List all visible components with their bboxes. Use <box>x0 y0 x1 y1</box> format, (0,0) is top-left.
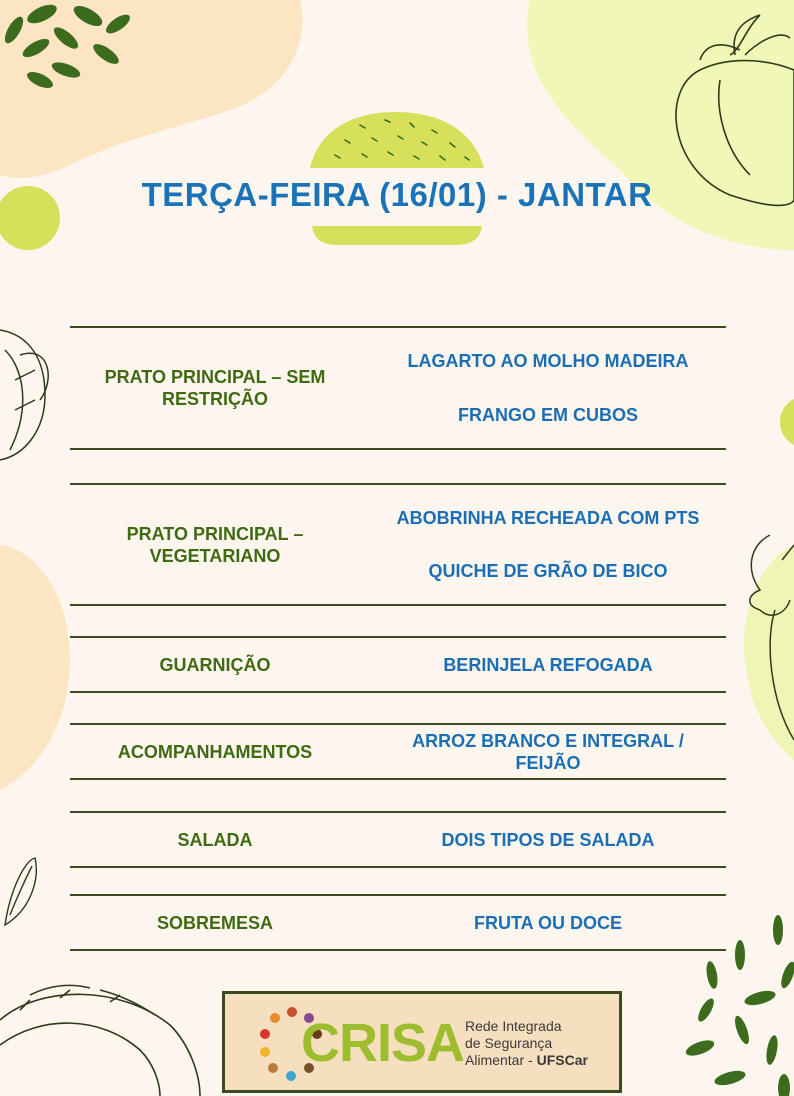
menu-row-salada <box>70 811 726 868</box>
menu-category-label: SOBREMESA <box>156 912 273 933</box>
menu-dish-list <box>370 636 726 693</box>
menu-dish: QUICHE DE GRÃO DE BICO <box>428 561 668 582</box>
menu-category-label: GUARNIÇÃO <box>159 654 271 675</box>
menu-row-sobremesa <box>70 894 726 951</box>
crisa-logo-box <box>222 991 622 1093</box>
crisa-subtitle-ufscar: UFSCar <box>536 1052 588 1068</box>
row-bottom-divider <box>70 448 726 450</box>
menu-row-acompanhamentos <box>70 723 726 780</box>
menu-row-prato-principal-sem-restricao <box>70 326 726 450</box>
crisa-subtitle-prefix: Alimentar - <box>465 1052 537 1068</box>
menu-dish-list <box>370 811 726 868</box>
crisa-subtitle-line <box>465 1052 588 1069</box>
row-bottom-divider <box>70 604 726 606</box>
taco-icon <box>0 985 200 1096</box>
row-bottom-divider <box>70 949 726 951</box>
lime-blob-right <box>744 545 794 760</box>
menu-row-prato-principal-vegetariano <box>70 483 726 606</box>
menu-dish-list <box>370 723 726 780</box>
menu-category-label: SALADA <box>177 829 253 850</box>
crisa-subtitle-line: de Segurança <box>465 1035 553 1051</box>
crisa-subtitle <box>465 1018 588 1069</box>
leaf-icon-small <box>5 858 36 925</box>
menu-dish-list <box>370 894 726 951</box>
menu-dish: DOIS TIPOS DE SALADA <box>441 829 655 850</box>
row-bottom-divider <box>70 866 726 868</box>
peach-blob-top-left <box>0 0 302 178</box>
crisa-subtitle-line: Rede Integrada <box>465 1018 562 1034</box>
menu-category-label: PRATO PRINCIPAL – SEM RESTRIÇÃO <box>104 367 326 409</box>
row-bottom-divider <box>70 691 726 693</box>
lettuce-leaf-icon <box>0 330 48 460</box>
lime-circle-right <box>780 396 794 448</box>
menu-category-label: PRATO PRINCIPAL – VEGETARIANO <box>126 523 304 566</box>
peach-blob-left <box>0 545 70 790</box>
menu-dish: ABOBRINHA RECHEADA COM PTS <box>396 507 700 528</box>
menu-row-guarnicao <box>70 636 726 693</box>
menu-dish: BERINJELA REFOGADA <box>443 654 653 675</box>
menu-dish: FRANGO EM CUBOS <box>458 405 638 425</box>
menu-dish: LAGARTO AO MOLHO MADEIRA <box>407 351 689 371</box>
menu-dish: ARROZ BRANCO E INTEGRAL / FEIJÃO <box>412 730 684 773</box>
page-title: TERÇA-FEIRA (16/01) - JANTAR <box>141 176 653 213</box>
menu-dish: FRUTA OU DOCE <box>474 912 622 933</box>
menu-category-label: ACOMPANHAMENTOS <box>117 741 313 762</box>
row-bottom-divider <box>70 778 726 780</box>
crisa-logo-text: CRISA <box>301 1013 465 1073</box>
menu-dish-list <box>370 483 726 606</box>
menu-dish-list <box>370 326 726 450</box>
